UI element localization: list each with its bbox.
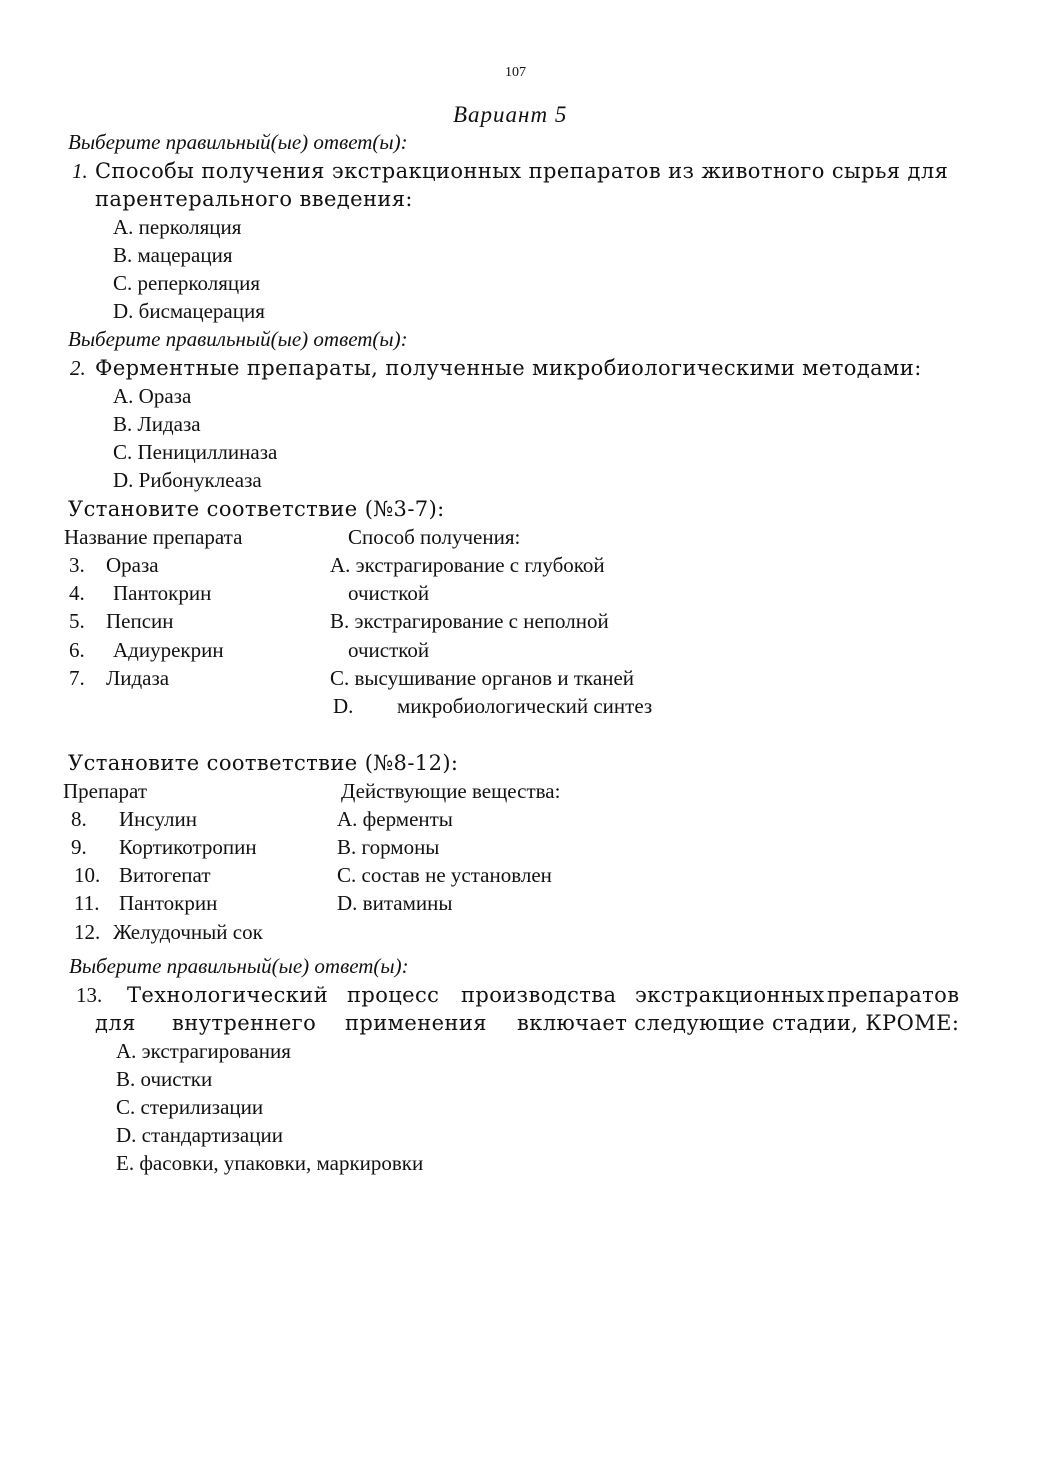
q2-option-a: А. Ораза xyxy=(113,384,192,408)
q13-number: 13. xyxy=(76,983,103,1007)
q1-option-c: С. реперколяция xyxy=(113,271,261,295)
match1-right-line: А. экстрагирование с глубокой xyxy=(330,553,605,577)
q13-word: Технологический xyxy=(127,983,329,1007)
match1-right-line: очисткой xyxy=(348,638,430,662)
q13-word: препаратов xyxy=(827,983,960,1007)
q2-text: Ферментные препараты, полученные микробиологическими методами: xyxy=(95,356,922,380)
match1-right-line: С. высушивание органов и тканей xyxy=(330,666,634,690)
q2-number: 2. xyxy=(70,356,86,380)
match2-item-label: Инсулин xyxy=(119,807,197,831)
q1-text-line2: парентерального введения: xyxy=(95,187,413,211)
q13-word: производства xyxy=(461,983,617,1007)
match1-right-d-letter: D. xyxy=(333,694,354,718)
q13-option-c: С. стерилизации xyxy=(116,1095,264,1119)
match2-item-label: Желудочный сок xyxy=(113,920,263,944)
match1-item-num: 3. xyxy=(69,553,85,577)
match2-right-item: С. состав не установлен xyxy=(337,863,552,887)
match1-item-label: Адиурекрин xyxy=(113,638,224,662)
match1-heading: Установите соответствие (№3-7): xyxy=(68,497,445,521)
match1-item-num: 6. xyxy=(69,638,85,662)
match1-left-header: Название препарата xyxy=(64,525,243,549)
q1-text-line1: Способы получения экстракционных препаратов из животного сырья для xyxy=(95,159,949,183)
q13-word: применения xyxy=(345,1011,487,1035)
match2-item-num: 8. xyxy=(71,807,87,831)
q1-option-a: А. перколяция xyxy=(113,215,242,239)
q13-option-e: Е. фасовки, упаковки, маркировки xyxy=(116,1151,424,1175)
match1-right-d-text: микробиологический синтез xyxy=(397,694,653,718)
q13-word: процесс xyxy=(347,983,440,1007)
q13-option-a: А. экстрагирования xyxy=(116,1039,291,1063)
match1-right-line: очисткой xyxy=(348,581,430,605)
match2-item-label: Витогепат xyxy=(119,863,211,887)
q2-option-b: В. Лидаза xyxy=(113,412,201,436)
q1-option-d: D. бисмацерация xyxy=(113,299,265,323)
match2-item-label: Пантокрин xyxy=(119,891,218,915)
page-number: 107 xyxy=(505,65,526,80)
match1-item-num: 4. xyxy=(69,581,85,605)
match1-item-label: Пантокрин xyxy=(113,581,212,605)
match2-item-num: 9. xyxy=(71,835,87,859)
q13-option-d: D. стандартизации xyxy=(116,1123,283,1147)
match1-item-num: 5. xyxy=(69,609,85,633)
match2-right-item: В. гормоны xyxy=(337,835,440,859)
q1-option-b: В. мацерация xyxy=(113,243,233,267)
q13-word: включает следующие стадии, КРОМЕ: xyxy=(517,1011,960,1035)
match2-item-label: Кортикотропин xyxy=(119,835,257,859)
match1-right-header: Способ получения: xyxy=(348,525,521,549)
match2-right-item: D. витамины xyxy=(337,891,453,915)
match2-item-num: 12. xyxy=(74,920,101,944)
match2-right-item: А. ферменты xyxy=(337,807,453,831)
match1-item-label: Ораза xyxy=(106,553,159,577)
instruction-q1: Выберите правильный(ые) ответ(ы): xyxy=(68,130,408,154)
q13-word: для xyxy=(95,1011,136,1035)
match1-item-label: Лидаза xyxy=(106,666,170,690)
q2-option-c: С. Пенициллиназа xyxy=(113,440,278,464)
match1-right-line: В. экстрагирование с неполной xyxy=(330,609,609,633)
q2-option-d: D. Рибонуклеаза xyxy=(113,468,262,492)
match2-left-header: Препарат xyxy=(63,779,147,803)
match2-item-num: 10. xyxy=(74,863,101,887)
match2-heading: Установите соответствие (№8-12): xyxy=(68,751,459,775)
q13-word: внутреннего xyxy=(172,1011,317,1035)
q13-option-b: В. очистки xyxy=(116,1067,213,1091)
match2-right-header: Действующие вещества: xyxy=(341,779,561,803)
instruction-q2: Выберите правильный(ые) ответ(ы): xyxy=(68,327,408,351)
match1-item-num: 7. xyxy=(69,666,85,690)
q13-word: экстракционных xyxy=(635,983,825,1007)
q1-number: 1. xyxy=(72,159,88,183)
variant-title: Вариант 5 xyxy=(453,102,568,127)
instruction-q13: Выберите правильный(ые) ответ(ы): xyxy=(69,954,409,978)
match1-item-label: Пепсин xyxy=(106,609,174,633)
match2-item-num: 11. xyxy=(74,891,100,915)
